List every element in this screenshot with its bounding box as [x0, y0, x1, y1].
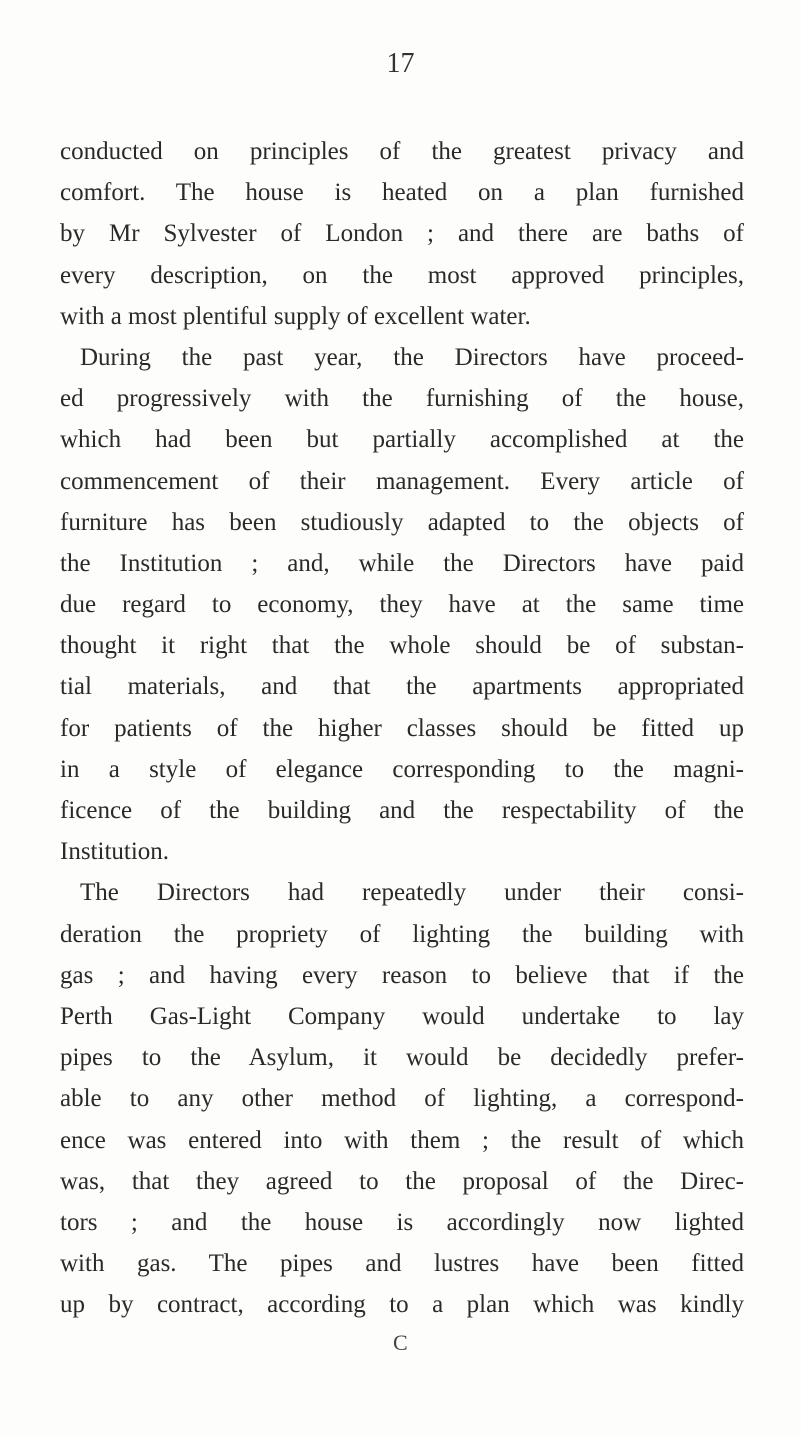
text-line: tial materials, and that the apartments appropriated	[60, 673, 744, 701]
page-number: 17	[386, 48, 415, 79]
text-line: was, that they agreed to the proposal of the Direc-	[60, 1167, 744, 1195]
body-text	[60, 131, 744, 1325]
text-line: every description, on the most approved principles,	[60, 261, 744, 289]
text-line: furniture has been studiously adapted to the objects of	[60, 508, 744, 536]
text-line: pipes to the Asylum, it would be decidedly prefer-	[60, 1044, 744, 1072]
text-line: deration the propriety of lighting the building with	[60, 920, 744, 948]
paragraph-start-line: During the past year, the Directors have proceed-	[80, 343, 744, 371]
text-line: commencement of their management. Every article of	[60, 467, 744, 495]
text-line: due regard to economy, they have at the same time	[60, 591, 744, 619]
text-line: tors ; and the house is accordingly now lighted	[60, 1208, 744, 1236]
text-line: ed progressively with the furnishing of the house,	[60, 385, 744, 413]
text-line: thought it right that the whole should be of substan-	[60, 632, 744, 660]
text-line: able to any other method of lighting, a correspond-	[60, 1085, 744, 1113]
text-line: with gas. The pipes and lustres have been fitted	[60, 1250, 744, 1278]
text-line: Institution.	[60, 838, 170, 866]
signature-mark: C	[393, 1330, 408, 1355]
text-line: up by contract, according to a plan which was kindly	[60, 1291, 744, 1319]
text-line: for patients of the higher classes should be fitted up	[60, 714, 744, 742]
text-line: Perth Gas-Light Company would undertake to lay	[60, 1002, 744, 1030]
text-line: which had been but partially accomplished at the	[60, 426, 744, 454]
text-line: comfort. The house is heated on a plan furnished	[60, 179, 744, 207]
text-line: ficence of the building and the respectability of the	[60, 797, 744, 824]
text-line: gas ; and having every reason to believe that if the	[60, 961, 744, 989]
text-line: in a style of elegance corresponding to the magni-	[60, 755, 744, 783]
text-line: by Mr Sylvester of London ; and there are baths of	[60, 220, 744, 248]
text-line: ence was entered into with them ; the result of which	[60, 1126, 744, 1154]
text-line: with a most plentiful supply of excellent water.	[60, 302, 531, 330]
paragraph-start-line: The Directors had repeatedly under their consi-	[80, 879, 744, 907]
text-line: conducted on principles of the greatest privacy and	[60, 138, 744, 165]
text-line: the Institution ; and, while the Directors have paid	[60, 549, 744, 577]
